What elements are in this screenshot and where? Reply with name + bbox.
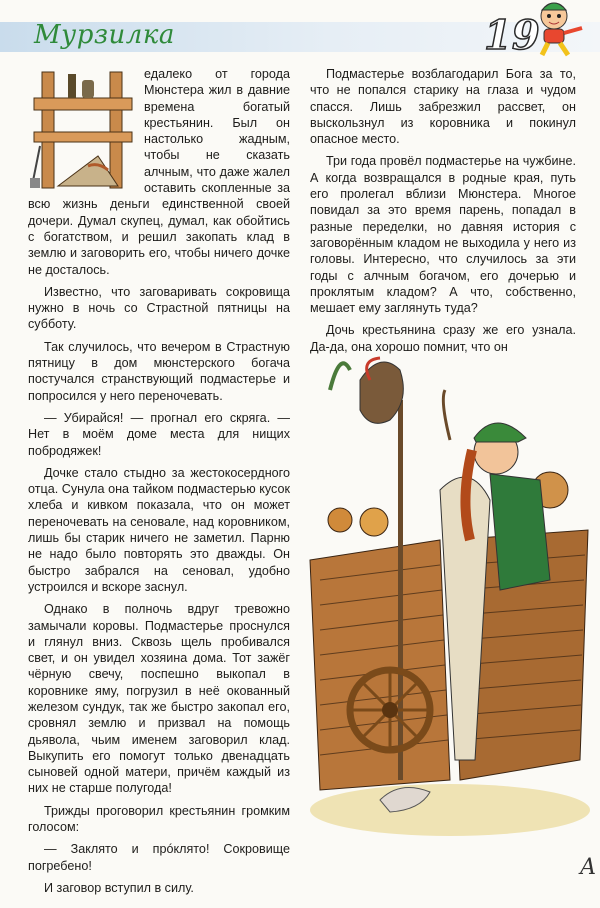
paragraph: едалеко от города Мюнстера жил в давние времена богатый крестьянин. Был он настолько жадным, чтобы не сказать алчным, что даже жалел оставить скопленные за всю жизнь деньги единственной своей дочери. Думал скупец, думал, как обойтись с богатством, и решил закопать клад в землю и заговорить его, чтобы ничего дочке не досталось. (28, 67, 290, 277)
right-text-column (310, 66, 576, 361)
paragraph: Однако в полночь вдруг тревожно замычали коровы. Подмастерье проснулся и глянул вниз. Сквозь щель пробивался свет, и он увидел хозяина дома. Тот зажёг чёрную свечу, поспешно выкопал в коровнике яму, погрузил в неё окованный железом сундук, так же быстро закопал его, сровнял землю и призвал на помощь дьявола, чьим именем заговорил клад. Выкупить его помогут только двенадцать сыновей одной матери, причём каждый из них не старше полугода! (28, 602, 290, 796)
fence-illustration (300, 340, 592, 840)
page-header (0, 0, 600, 62)
paragraph: Дочке стало стыдно за жестокосердного отца. Сунула она тайком подмастерью кусок хлеба и кивком показала, что он может переночевать на сеновале, над коровником, лишь бы старик ничего не заметил. Парню не надо было повторять это дважды. Он быстро забрался на сеновал, удобно устроился и вскоре заснул. (28, 465, 290, 594)
paragraph: Трижды проговорил крестьянин громким голосом: (28, 803, 290, 835)
left-text-column (28, 66, 290, 902)
paragraph: — Заклято и прóклято! Сокровище погребено! (28, 842, 290, 873)
paragraph: Дочь крестьянина сразу же его узнала. Да-да, она хорошо помнит, что он (310, 323, 576, 354)
paragraph: Подмастерье возблагодарил Бога за то, что не попался старику на глаза и чудом спасся. Лишь забрезжил рассвет, он выскользнул из коровника и покинул опасное место. (310, 67, 576, 147)
paragraph: — Убирайся! — прогнал его скряга. — Нет в моём доме места для нищих побродяжек! (28, 410, 290, 458)
corner-mark: A (580, 855, 596, 880)
paragraph: Так случилось, что вечером в Страстную пятницу в дом мюнстерского богача постучался странствующий подмастерье и попросился у него переночевать. (28, 339, 290, 403)
paragraph: И заговор вступил в силу. (44, 880, 194, 895)
mascot-icon (528, 0, 588, 58)
paragraph: Три года провёл подмастерье на чужбине. А когда возвращался в родные края, путь его пролегал вблизи Мюнстера. Многое повидал за это время парень, попадал в разные переделки, но давняя история с заговорённым кладом не выходила у него из головы. Интересно, что случилось за эти годы с алчным богачом, его дочерью и проклятым кладом? А что, собственно, мешает ему заглянуть туда? (310, 154, 576, 316)
magazine-logo: Мурзилка (34, 20, 175, 50)
page-number: 19 (484, 12, 540, 59)
paragraph: Известно, что заговаривать сокровища нужно в ночь со Страстной пятницы на субботу. (28, 284, 290, 332)
dropcap-illustration (28, 66, 138, 194)
